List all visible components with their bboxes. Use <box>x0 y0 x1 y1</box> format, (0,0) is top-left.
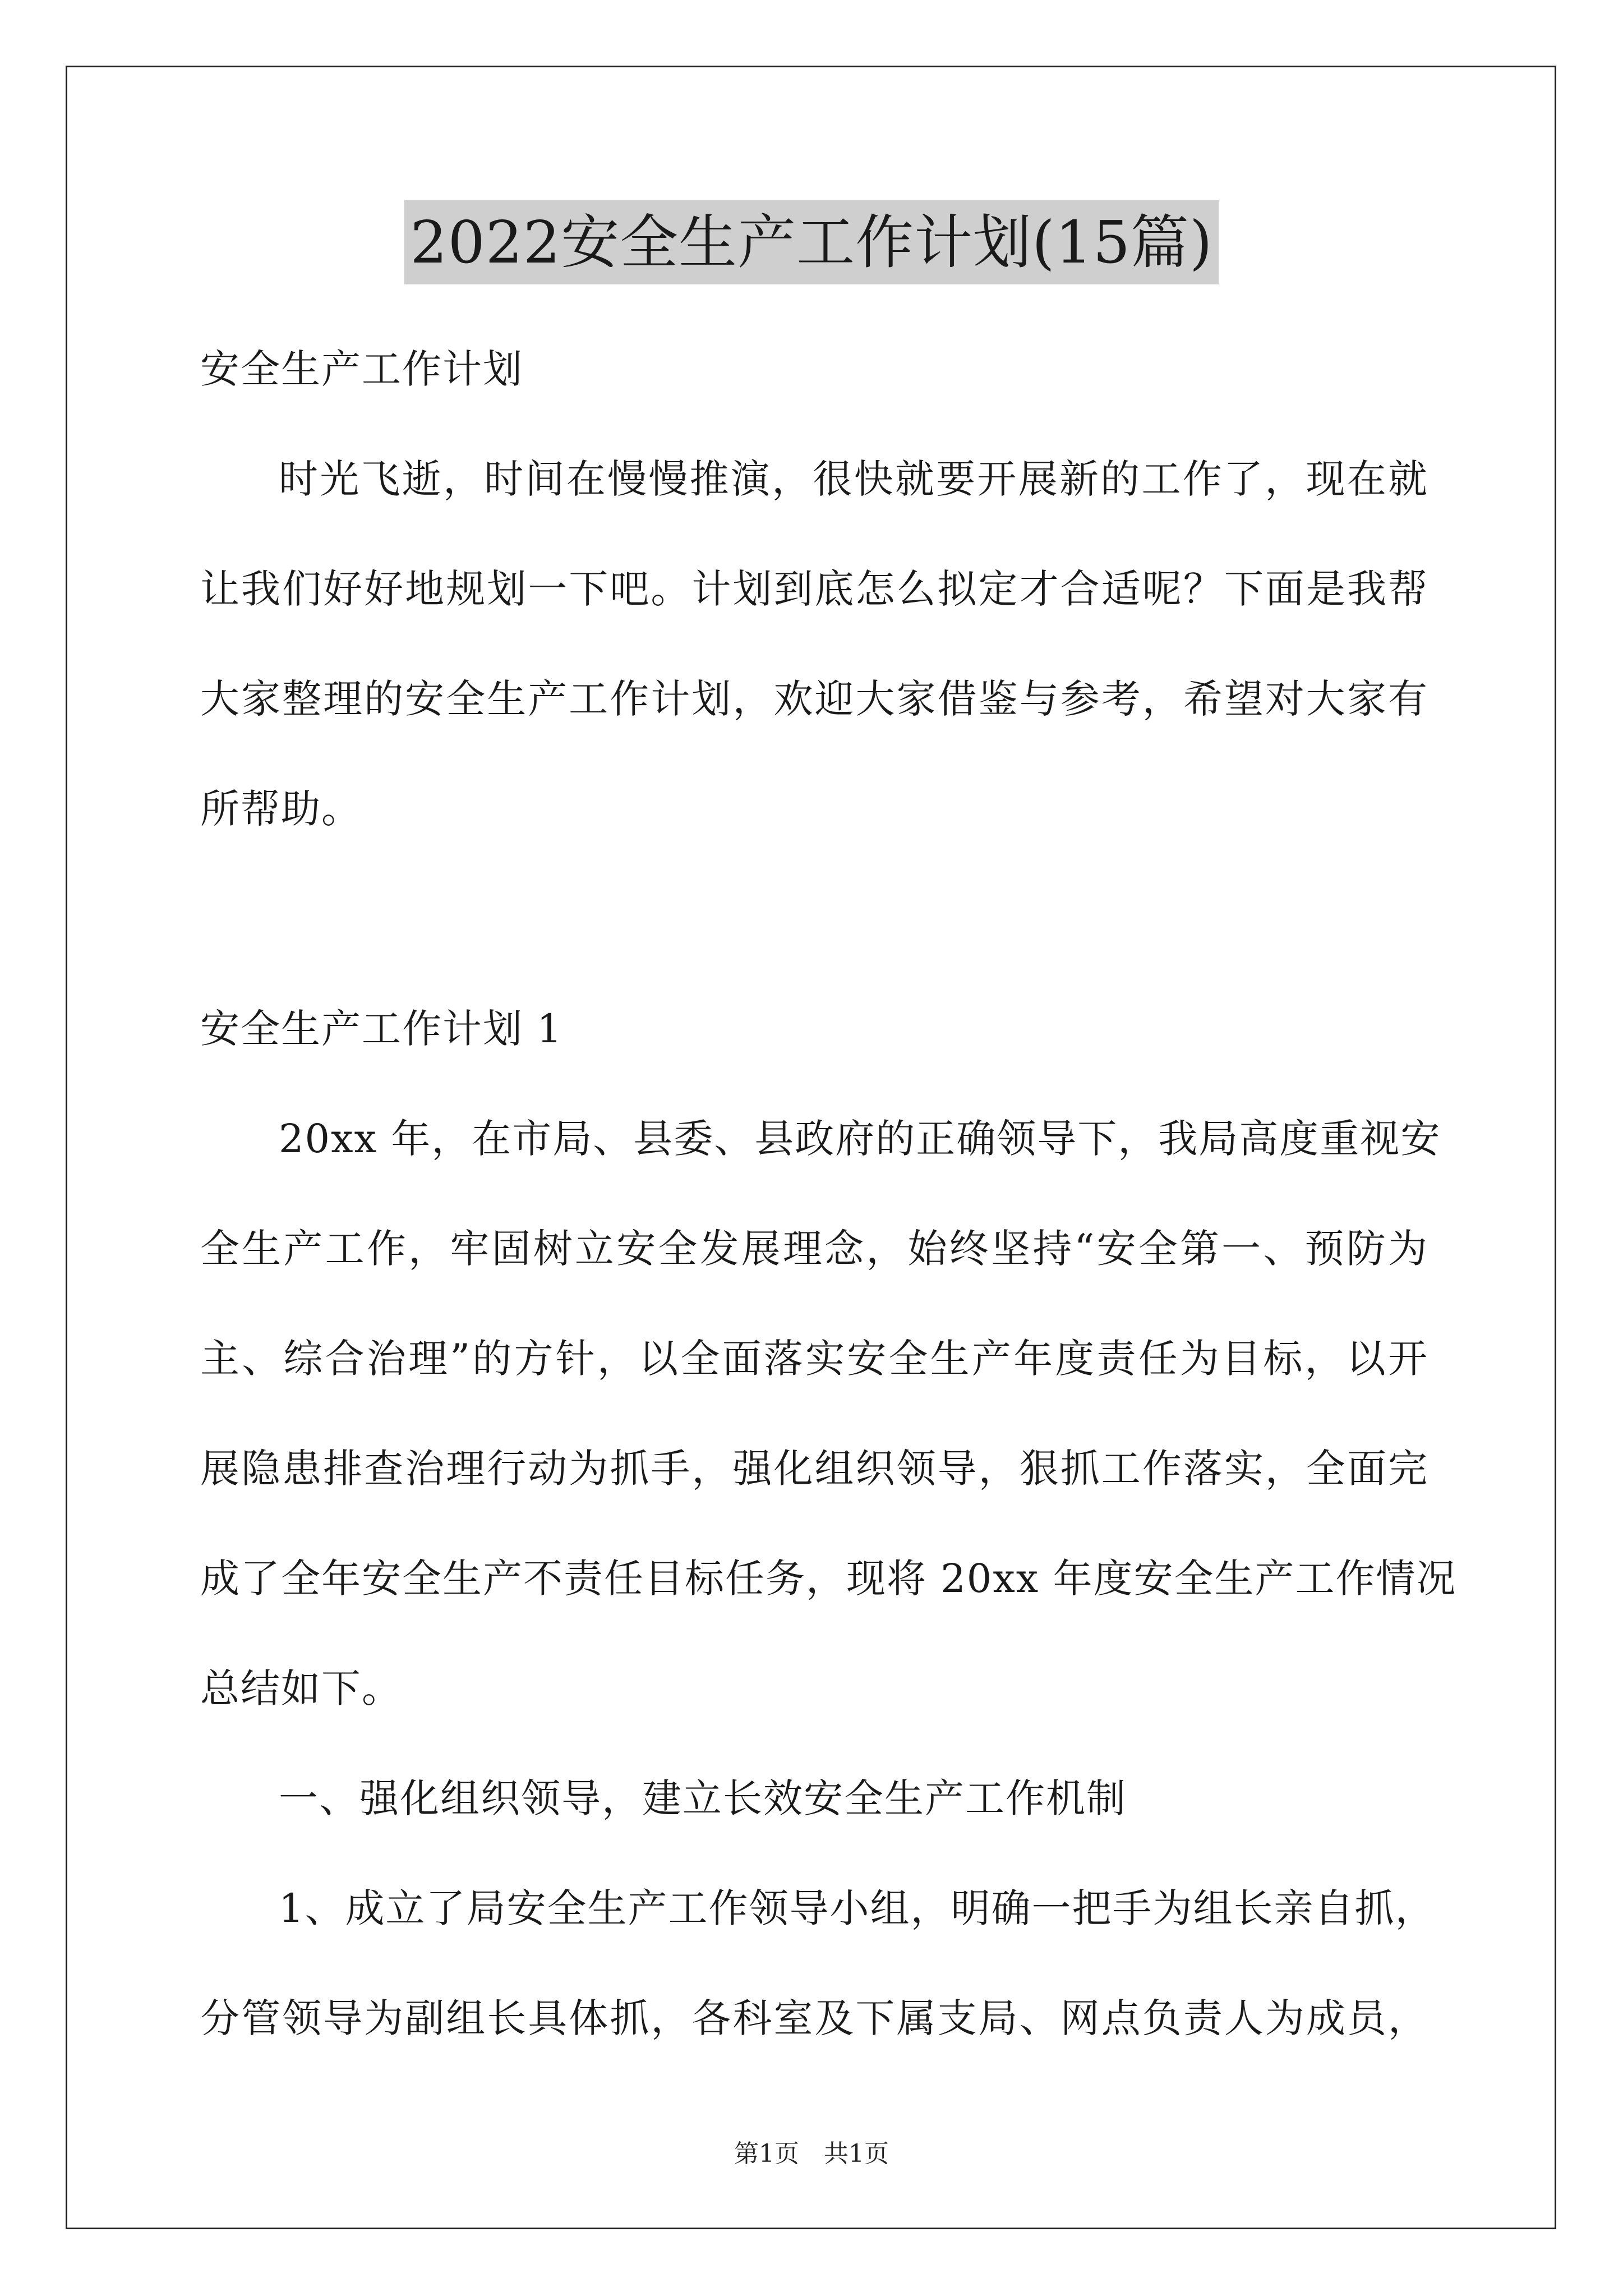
section1-line-1: 20xx 年，在市局、县委、县政府的正确领导下，我局高度重视安 <box>279 1116 1441 1162</box>
page-footer <box>0 2137 1623 2171</box>
intro-line-1: 时光飞逝，时间在慢慢推演，很快就要开展新的工作了，现在就 <box>279 456 1428 502</box>
section1-heading: 安全生产工作计划 1 <box>200 1006 563 1052</box>
title-container <box>0 200 1623 284</box>
subheading-1: 一、强化组织领导，建立长效安全生产工作机制 <box>279 1775 1127 1821</box>
item1-line-2: 分管领导为副组长具体抓，各科室及下属支局、网点负责人为成员， <box>200 1995 1428 2041</box>
paragraph-gap <box>200 864 1428 974</box>
intro-heading: 安全生产工作计划 <box>200 346 523 392</box>
section1-line-5: 成了全年安全生产不责任目标任务，现将 20xx 年度安全生产工作情况 <box>200 1556 1457 1602</box>
page-number-total: 共1页 <box>824 2139 889 2168</box>
intro-line-4: 所帮助。 <box>200 786 362 832</box>
section1-line-6: 总结如下。 <box>200 1665 402 1711</box>
section1-line-2: 全生产工作，牢固树立安全发展理念，始终坚持“安全第一、预防为 <box>200 1226 1428 1272</box>
section1-line-4: 展隐患排查治理行动为抓手，强化组织领导，狠抓工作落实，全面完 <box>200 1446 1428 1492</box>
item1-line-1: 1、成立了局安全生产工作领导小组，明确一把手为组长亲自抓， <box>279 1885 1436 1931</box>
page-number-current: 第1页 <box>734 2139 799 2168</box>
intro-line-2: 让我们好好地规划一下吧。计划到底怎么拟定才合适呢？下面是我帮 <box>200 566 1428 612</box>
document-title: 2022安全生产工作计划(15篇) <box>404 200 1218 284</box>
section1-line-3: 主、综合治理”的方针，以全面落实安全生产年度责任为目标，以开 <box>200 1336 1428 1382</box>
document-body <box>200 314 1457 2073</box>
intro-line-3: 大家整理的安全生产工作计划，欢迎大家借鉴与参考，希望对大家有 <box>200 676 1428 722</box>
